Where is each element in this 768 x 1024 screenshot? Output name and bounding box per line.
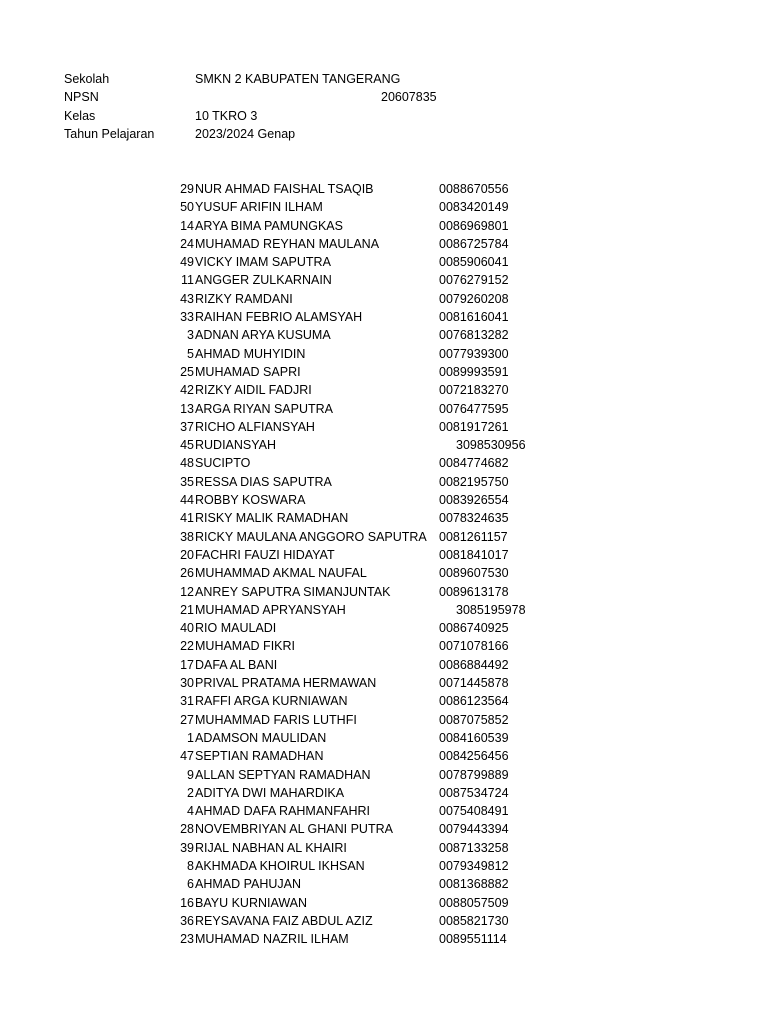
student-name: AHMAD PAHUJAN (195, 877, 302, 892)
student-row (178, 875, 558, 893)
student-name: ANGGER ZULKARNAIN (195, 273, 332, 288)
student-name: ADITYA DWI MAHARDIKA (195, 785, 345, 800)
student-row (178, 601, 558, 619)
student-number: 41 (180, 511, 194, 526)
student-number: 6 (187, 877, 194, 892)
student-nisn: 3085195978 (456, 602, 526, 617)
student-name: SEPTIAN RAMADHAN (195, 749, 324, 764)
student-name: MUHAMAD APRYANSYAH (195, 602, 346, 617)
student-name: AKHMADA KHOIRUL IKHSAN (195, 858, 365, 873)
student-name: MUHAMAD SAPRI (195, 364, 301, 379)
student-name: RICKY MAULANA ANGGORO SAPUTRA (195, 529, 427, 544)
student-nisn: 0077939300 (439, 346, 509, 361)
student-number: 42 (180, 383, 194, 398)
student-name: SUCIPTO (195, 456, 251, 471)
student-nisn: 0085821730 (439, 913, 509, 928)
student-row (178, 235, 558, 253)
student-nisn: 0081261157 (439, 529, 508, 544)
kelas-value: 10 TKRO 3 (195, 108, 258, 123)
student-number: 17 (180, 657, 194, 672)
student-number: 30 (180, 676, 194, 691)
student-name: RESSA DIAS SAPUTRA (195, 474, 332, 489)
student-number: 20 (180, 547, 194, 562)
student-number: 50 (180, 200, 194, 215)
student-nisn: 0089551114 (439, 932, 507, 947)
student-number: 13 (180, 401, 194, 416)
student-name: RAIHAN FEBRIO ALAMSYAH (195, 310, 363, 325)
student-number: 47 (180, 749, 194, 764)
student-row (178, 912, 558, 930)
student-name: ADAMSON MAULIDAN (195, 730, 327, 745)
student-name: VICKY IMAM SAPUTRA (195, 255, 331, 270)
student-name: NOVEMBRIYAN AL GHANI PUTRA (195, 822, 393, 837)
student-row (178, 381, 558, 399)
student-number: 3 (187, 328, 194, 343)
student-name: REYSAVANA FAIZ ABDUL AZIZ (195, 913, 373, 928)
student-number: 33 (180, 310, 194, 325)
student-nisn: 0084256456 (439, 749, 509, 764)
student-row (178, 583, 558, 601)
student-row (178, 857, 558, 875)
student-nisn: 0086740925 (439, 621, 509, 636)
student-name: RAFFI ARGA KURNIAWAN (195, 694, 348, 709)
student-nisn: 0089607530 (439, 566, 509, 581)
student-number: 29 (180, 182, 194, 196)
student-number: 11 (181, 273, 194, 288)
student-nisn: 0083420149 (439, 200, 509, 215)
student-row (178, 564, 558, 582)
student-number: 25 (180, 364, 194, 379)
student-name: YUSUF ARIFIN ILHAM (195, 200, 323, 215)
student-row (178, 711, 558, 729)
student-nisn: 0083926554 (439, 493, 509, 508)
student-row (178, 400, 558, 418)
student-row (178, 839, 558, 857)
student-number: 21 (180, 602, 194, 617)
student-nisn: 0087534724 (439, 785, 509, 800)
student-name: ANREY SAPUTRA SIMANJUNTAK (195, 584, 391, 599)
student-nisn: 0078324635 (439, 511, 509, 526)
student-name: ADNAN ARYA KUSUMA (195, 328, 331, 343)
student-row (178, 747, 558, 765)
student-row (178, 271, 558, 289)
student-name: DAFA AL BANI (195, 657, 278, 672)
student-nisn: 0089613178 (439, 584, 509, 599)
student-nisn: 0086725784 (439, 236, 509, 251)
student-number: 39 (180, 840, 194, 855)
student-nisn: 0081841017 (439, 547, 509, 562)
student-nisn: 0084160539 (439, 730, 509, 745)
tahun-pelajaran-label: Tahun Pelajaran (64, 126, 155, 141)
student-name: ROBBY KOSWARA (195, 493, 306, 508)
student-name: ALLAN SEPTYAN RAMADHAN (195, 767, 371, 782)
student-name: MUHAMMAD FARIS LUTHFI (195, 712, 357, 727)
student-nisn: 0076279152 (439, 273, 509, 288)
student-row (178, 674, 558, 692)
student-name: ARGA RIYAN SAPUTRA (195, 401, 333, 416)
student-row (178, 802, 558, 820)
student-number: 40 (180, 621, 194, 636)
student-nisn: 0089993591 (439, 364, 509, 379)
student-number: 38 (180, 529, 194, 544)
npsn-value: 20607835 (381, 90, 437, 105)
student-nisn: 0087075852 (439, 712, 509, 727)
student-row (178, 473, 558, 491)
student-number: 43 (180, 291, 194, 306)
student-row (178, 198, 558, 216)
student-row (178, 509, 558, 527)
student-number: 31 (180, 694, 194, 709)
student-number: 37 (180, 419, 194, 434)
student-row (178, 363, 558, 381)
student-row (178, 436, 558, 454)
student-number: 23 (180, 932, 194, 947)
student-name: RIZKY AIDIL FADJRI (195, 383, 312, 398)
student-row (178, 729, 558, 747)
student-number: 44 (180, 493, 194, 508)
student-row (178, 692, 558, 710)
student-row (178, 253, 558, 271)
student-row (178, 326, 558, 344)
student-number: 49 (180, 255, 194, 270)
student-nisn: 0086123564 (439, 694, 509, 709)
student-name: AHMAD MUHYIDIN (195, 346, 306, 361)
student-nisn: 0082195750 (439, 474, 509, 489)
student-number: 12 (180, 584, 194, 599)
student-row (178, 894, 558, 912)
student-nisn: 0088057509 (439, 895, 509, 910)
student-nisn: 0087133258 (439, 840, 509, 855)
student-row (178, 491, 558, 509)
student-name: RIO MAULADI (195, 621, 277, 636)
student-nisn: 0085906041 (439, 255, 509, 270)
student-nisn: 0076477595 (439, 401, 509, 416)
student-number: 2 (187, 785, 194, 800)
sekolah-value: SMKN 2 KABUPATEN TANGERANG (195, 72, 401, 86)
student-number: 8 (187, 858, 194, 873)
student-nisn: 0079260208 (439, 291, 509, 306)
student-name: AHMAD DAFA RAHMANFAHRI (195, 804, 371, 819)
student-number: 1 (187, 730, 194, 745)
student-number: 4 (187, 804, 194, 819)
student-number: 36 (180, 913, 194, 928)
student-row (178, 454, 558, 472)
student-number: 48 (180, 456, 194, 471)
student-nisn: 0075408491 (439, 804, 509, 819)
student-number: 9 (187, 767, 194, 782)
student-row (178, 820, 558, 838)
kelas-label: Kelas (64, 108, 96, 123)
student-number: 14 (180, 218, 194, 233)
student-name: MUHAMMAD AKMAL NAUFAL (195, 566, 367, 581)
student-nisn: 0071078166 (439, 639, 509, 654)
student-nisn: 0079443394 (439, 822, 509, 837)
student-number: 24 (180, 236, 194, 251)
student-name: MUHAMAD NAZRIL ILHAM (195, 932, 349, 947)
student-name: RICHO ALFIANSYAH (195, 419, 315, 434)
student-number: 35 (180, 474, 194, 489)
student-number: 27 (180, 712, 194, 727)
student-nisn: 0079349812 (439, 858, 509, 873)
student-name: RUDIANSYAH (195, 438, 277, 453)
student-number: 5 (187, 346, 194, 361)
student-row (178, 528, 558, 546)
student-row (178, 217, 558, 235)
student-number: 22 (180, 639, 194, 654)
student-nisn: 0081616041 (439, 310, 509, 325)
student-name: MUHAMAD FIKRI (195, 639, 295, 654)
student-row (178, 619, 558, 637)
student-name: MUHAMAD REYHAN MAULANA (195, 236, 380, 251)
student-nisn: 0086969801 (439, 218, 509, 233)
student-nisn: 3098530956 (456, 438, 526, 453)
student-row (178, 290, 558, 308)
student-nisn: 0088670556 (439, 182, 509, 196)
student-nisn: 0081368882 (439, 877, 509, 892)
student-name: BAYU KURNIAWAN (195, 895, 308, 910)
student-list (178, 180, 558, 948)
student-row (178, 418, 558, 436)
student-row (178, 308, 558, 326)
student-row (178, 637, 558, 655)
student-row (178, 345, 558, 363)
student-number: 28 (180, 822, 194, 837)
student-name: FACHRI FAUZI HIDAYAT (195, 547, 335, 562)
student-row (178, 930, 558, 948)
student-name: PRIVAL PRATAMA HERMAWAN (195, 676, 377, 691)
sekolah-label: Sekolah (64, 72, 110, 86)
student-name: RISKY MALIK RAMADHAN (195, 511, 349, 526)
student-nisn: 0086884492 (439, 657, 509, 672)
student-row (178, 546, 558, 564)
student-row (178, 766, 558, 784)
student-nisn: 0084774682 (439, 456, 509, 471)
student-name: RIZKY RAMDANI (195, 291, 293, 306)
tahun-pelajaran-value: 2023/2024 Genap (195, 126, 296, 141)
student-nisn: 0072183270 (439, 383, 509, 398)
student-row (178, 784, 558, 802)
npsn-label: NPSN (64, 90, 99, 105)
student-nisn: 0078799889 (439, 767, 509, 782)
student-nisn: 0076813282 (439, 328, 509, 343)
student-nisn: 0071445878 (439, 676, 509, 691)
student-row (178, 656, 558, 674)
student-name: NUR AHMAD FAISHAL TSAQIB (195, 182, 374, 196)
student-name: RIJAL NABHAN AL KHAIRI (195, 840, 347, 855)
student-number: 45 (180, 438, 194, 453)
student-nisn: 0081917261 (439, 419, 509, 434)
student-name: ARYA BIMA PAMUNGKAS (195, 218, 343, 233)
student-number: 26 (180, 566, 194, 581)
student-number: 16 (180, 895, 194, 910)
student-row (178, 180, 558, 198)
